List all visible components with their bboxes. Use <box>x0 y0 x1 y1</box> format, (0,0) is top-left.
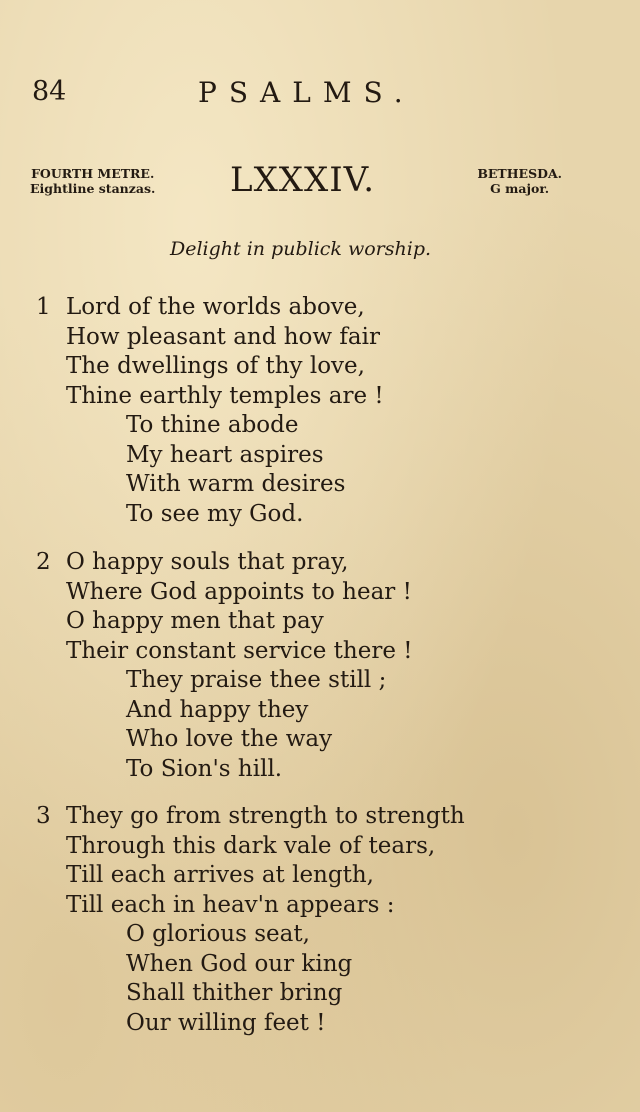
stanza-line: How pleasant and how fair <box>66 323 380 350</box>
stanza-line: Their constant service there ! <box>66 637 413 664</box>
verse-line: They go from strength to strength <box>66 803 465 829</box>
meter-line-2: Eightline stanzas. <box>30 181 156 196</box>
stanza-line: Shall thither bring <box>126 980 343 1006</box>
stanza-line: Till each in heav'n appears : <box>66 891 395 918</box>
psalm-number: LXXXIV. <box>230 160 376 200</box>
verse-line: Lord of the worlds above, <box>66 294 365 320</box>
stanza-number: 3 <box>36 803 51 829</box>
stanza-3 <box>36 802 596 1038</box>
stanza-line: They praise thee still ; <box>126 667 387 693</box>
stanza-line: The dwellings of thy love, <box>66 353 365 379</box>
stanza-line: With warm desires <box>126 471 346 497</box>
stanza-line: O happy men that pay <box>66 608 324 634</box>
tune-line-2: G major. <box>490 181 550 196</box>
meter-label <box>30 166 155 196</box>
stanza-line <box>36 802 596 832</box>
stanza-line: When God our king <box>126 950 353 977</box>
running-head: PSALMS. <box>198 76 415 109</box>
stanza-line: Our willing feet ! <box>126 1009 326 1036</box>
stanza-number: 2 <box>36 549 51 575</box>
stanza-line: Thine earthly temples are ! <box>66 382 384 409</box>
stanza-line: O glorious seat, <box>126 921 310 947</box>
stanza-line: My heart aspires <box>126 441 324 468</box>
stanza-line: Through this dark vale of tears, <box>66 832 436 859</box>
page-number: 84 <box>32 76 67 107</box>
psalm-subtitle: Delight in publick worship. <box>170 238 432 260</box>
stanza-line <box>36 293 596 323</box>
verse-line: O happy souls that pray, <box>66 549 349 575</box>
tune-label <box>477 166 562 196</box>
stanza-line: To thine abode <box>126 412 299 438</box>
stanza-line: And happy they <box>126 696 309 723</box>
stanza-2 <box>36 548 596 784</box>
meter-line-1: FOURTH METRE. <box>31 166 155 181</box>
stanza-line: To see my God. <box>126 500 304 527</box>
stanza-number: 1 <box>36 294 51 320</box>
stanza-line: To Sion's hill. <box>126 755 283 782</box>
stanza-line: Who love the way <box>126 726 333 752</box>
stanza-line: Where God appoints to hear ! <box>66 578 412 605</box>
tune-line-1: BETHESDA. <box>477 166 562 181</box>
stanza-1 <box>36 293 596 529</box>
stanza-line: Till each arrives at length, <box>66 862 374 888</box>
stanza-line <box>36 548 596 578</box>
